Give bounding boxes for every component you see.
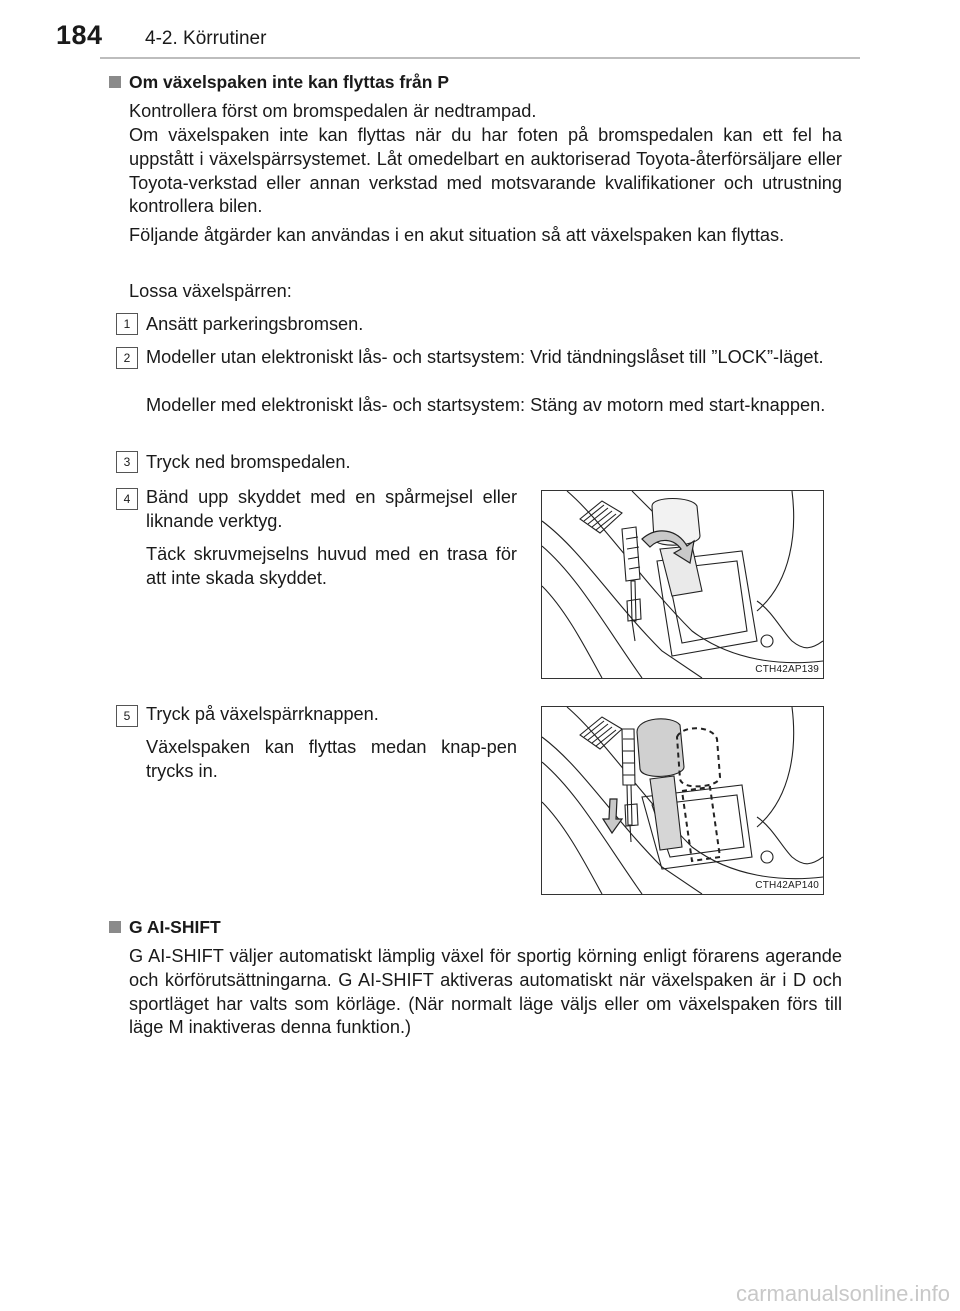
step-number-1: 1	[116, 313, 138, 335]
section-heading-g-ai-shift: G AI-SHIFT	[109, 917, 221, 938]
step-3-text: Tryck ned bromspedalen.	[146, 452, 351, 472]
step-2-text-b: Modeller med elektroniskt lås- och startsystem: Stäng av motorn med start-knappen.	[146, 395, 826, 415]
step-2-text-a: Modeller utan elektroniskt lås- och startsystem: Vrid tändningslåset till ”LOCK”-läget.	[146, 347, 824, 367]
section-heading-shift-lock: Om växelspaken inte kan flyttas från P	[109, 72, 449, 93]
release-label: Lossa växelspärren:	[129, 281, 292, 301]
intro-line-3: Följande åtgärder kan användas i en akut situation så att växelspaken kan flyttas.	[129, 225, 785, 245]
page-header	[0, 0, 960, 60]
shift-console-illustration-2	[542, 707, 823, 894]
step-4-text-b: Täck skruvmejselns huvud med en trasa för att inte skada skyddet.	[146, 544, 517, 588]
figure-code-2: CTH42AP140	[755, 880, 819, 891]
step-5-text-a: Tryck på växelspärrknappen.	[146, 704, 379, 724]
shift-console-illustration-1	[542, 491, 823, 678]
g-ai-shift-paragraph: G AI-SHIFT väljer automatiskt lämplig växel för sportig körning enligt förarens agerande och körförutsättningarna. G AI-SHIFT aktiveras automatiskt när växelspaken är i D och sportläget har valts som körläge. (När normalt läge väljs eller om växelspaken förs till läge M inaktiveras denna funktion.)	[129, 946, 842, 1038]
section-title: 4-2. Körrutiner	[145, 28, 267, 49]
intro-line-2: Om växelspaken inte kan flyttas när du har foten på bromspedalen kan ett fel ha uppstått i växelspärrsystemet. Låt omedelbart en auktoriserad Toyota-återförsäljare eller Toyota-verkstad eller annan verkstad med motsvarande kvalifikationer och utrustning kontrollera bilen.	[129, 125, 842, 217]
step-1-text: Ansätt parkeringsbromsen.	[146, 314, 364, 334]
step-number-3: 3	[116, 451, 138, 473]
figure-press-release-button	[541, 706, 824, 895]
intro-line-1: Kontrollera först om bromspedalen är nedtrampad.	[129, 101, 537, 121]
header-divider	[100, 57, 860, 59]
figure-pry-cover	[541, 490, 824, 679]
figure-code-1: CTH42AP139	[755, 664, 819, 675]
step-5-text-b: Växelspaken kan flyttas medan knap-pen trycks in.	[146, 737, 517, 781]
step-number-5: 5	[116, 705, 138, 727]
watermark: carmanualsonline.info	[735, 1281, 950, 1306]
page-number: 184	[56, 20, 103, 50]
step-4-text-a: Bänd upp skyddet med en spårmejsel eller liknande verktyg.	[146, 487, 517, 531]
square-bullet-icon	[109, 921, 121, 933]
step-number-4: 4	[116, 488, 138, 510]
square-bullet-icon	[109, 76, 121, 88]
step-number-2: 2	[116, 347, 138, 369]
